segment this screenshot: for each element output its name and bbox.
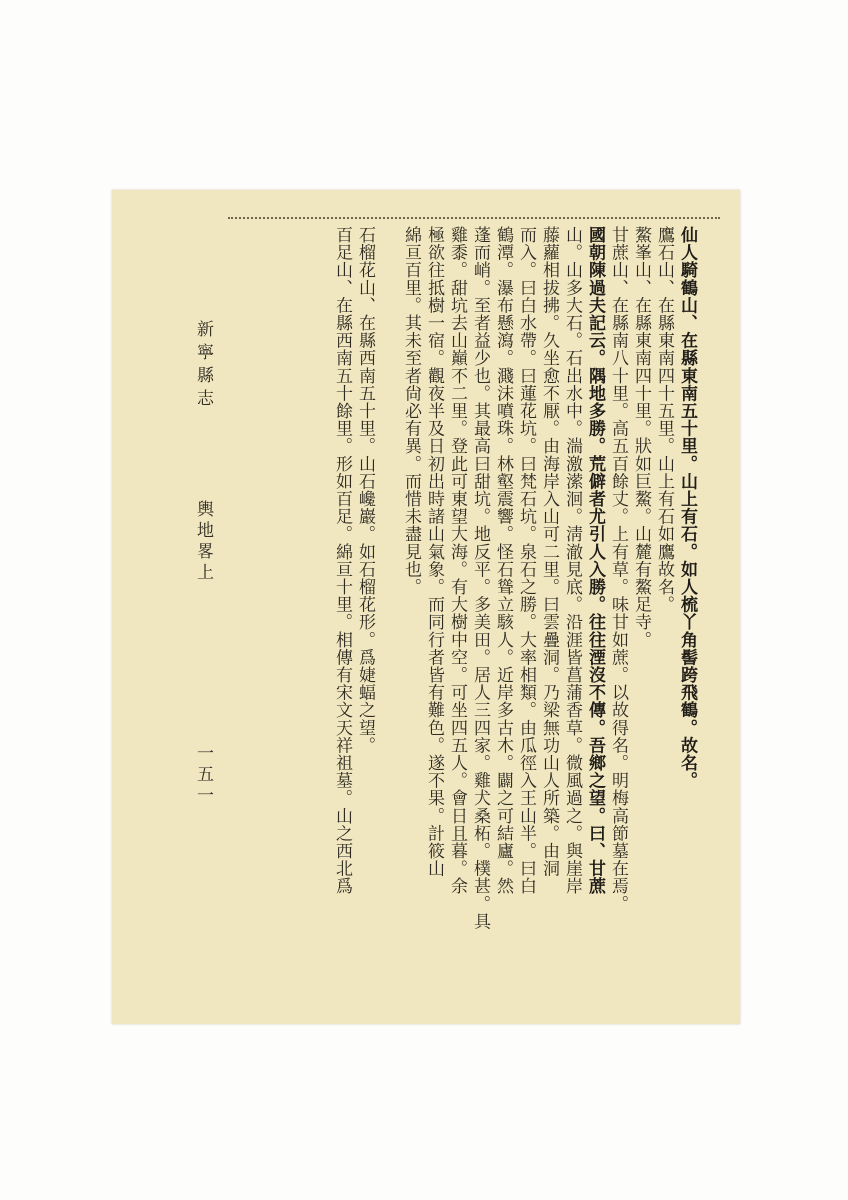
text-column: 石榴花山、在縣西南五十里。山石巉巖。如石榴花形。爲婕蝠之望。: [355, 226, 375, 754]
text-column: 雞黍。甜坑去山巔不二里。登此可東望大海。有大樹中空。可坐四五人。會日且暮。余: [447, 226, 467, 895]
text-column: 藤蘿相拔拂。久坐愈不厭。由海岸入山可二里。曰雲疊洞。乃梁無功山人所築。由洞: [539, 226, 559, 878]
text-column: 鰲峯山、在縣東南四十里。狀如巨鰲。山麓有鰲足寺。: [631, 226, 651, 649]
text-column: 蓬而峭。至者益少也。其最高曰甜坑。地反平。多美田。居人三四家。雞犬桑柘。樸甚。具: [470, 226, 490, 930]
text-column: 國朝陳過夫記云。隅地多勝。荒僻者尤引人入勝。往往湮沒不傳。吾鄉之望。曰、甘蔗: [585, 226, 605, 895]
text-column: 而入。曰白水帶。曰蓮花坑。曰梵石坑。泉石之勝。大率相類。由瓜徑入王山半。曰白: [516, 226, 536, 895]
document-page: [112, 190, 740, 1024]
text-column: 甘蔗山、在縣南八十里。高五百餘丈。上有草。味甘如蔗。以故得名。明梅高節墓在焉。: [608, 226, 628, 913]
text-column: 百足山、在縣西南五十餘里。形如百足。綿亘十里。相傳有宋文天祥祖墓。山之西北爲: [332, 226, 352, 895]
section-title: 輿地畧上: [193, 500, 213, 584]
running-title: 新寧縣志: [193, 320, 213, 412]
page-number: 一五一: [193, 744, 213, 807]
text-column: 鶴潭。瀑布懸瀉。濺沫噴珠。林壑震響。怪石聳立駭人。近岸多古木。闢之可結廬。然: [493, 226, 513, 895]
text-column: 山。山多大石。石出水中。湍激潆洄。淸澈見底。沿涯皆菖蒲香草。微風過之。與崖岸: [562, 226, 582, 895]
text-column: 極欲往抵樹一宿。觀夜半及日初出時諸山氣象。而同行者皆有難色。遂不果。計筱山: [424, 226, 444, 878]
text-column: 仙人騎鶴山、在縣東南五十里。山上有石。如人梳丫角髻跨飛鶴。故名。: [677, 226, 697, 790]
text-column: 鷹石山、在縣東南四十五里。山上有石如鷹故名。: [654, 226, 674, 614]
text-column: 綿亘百里。其未至者尙必有異。而惜未盡見也。: [401, 226, 421, 596]
top-rule-line: [228, 217, 720, 219]
